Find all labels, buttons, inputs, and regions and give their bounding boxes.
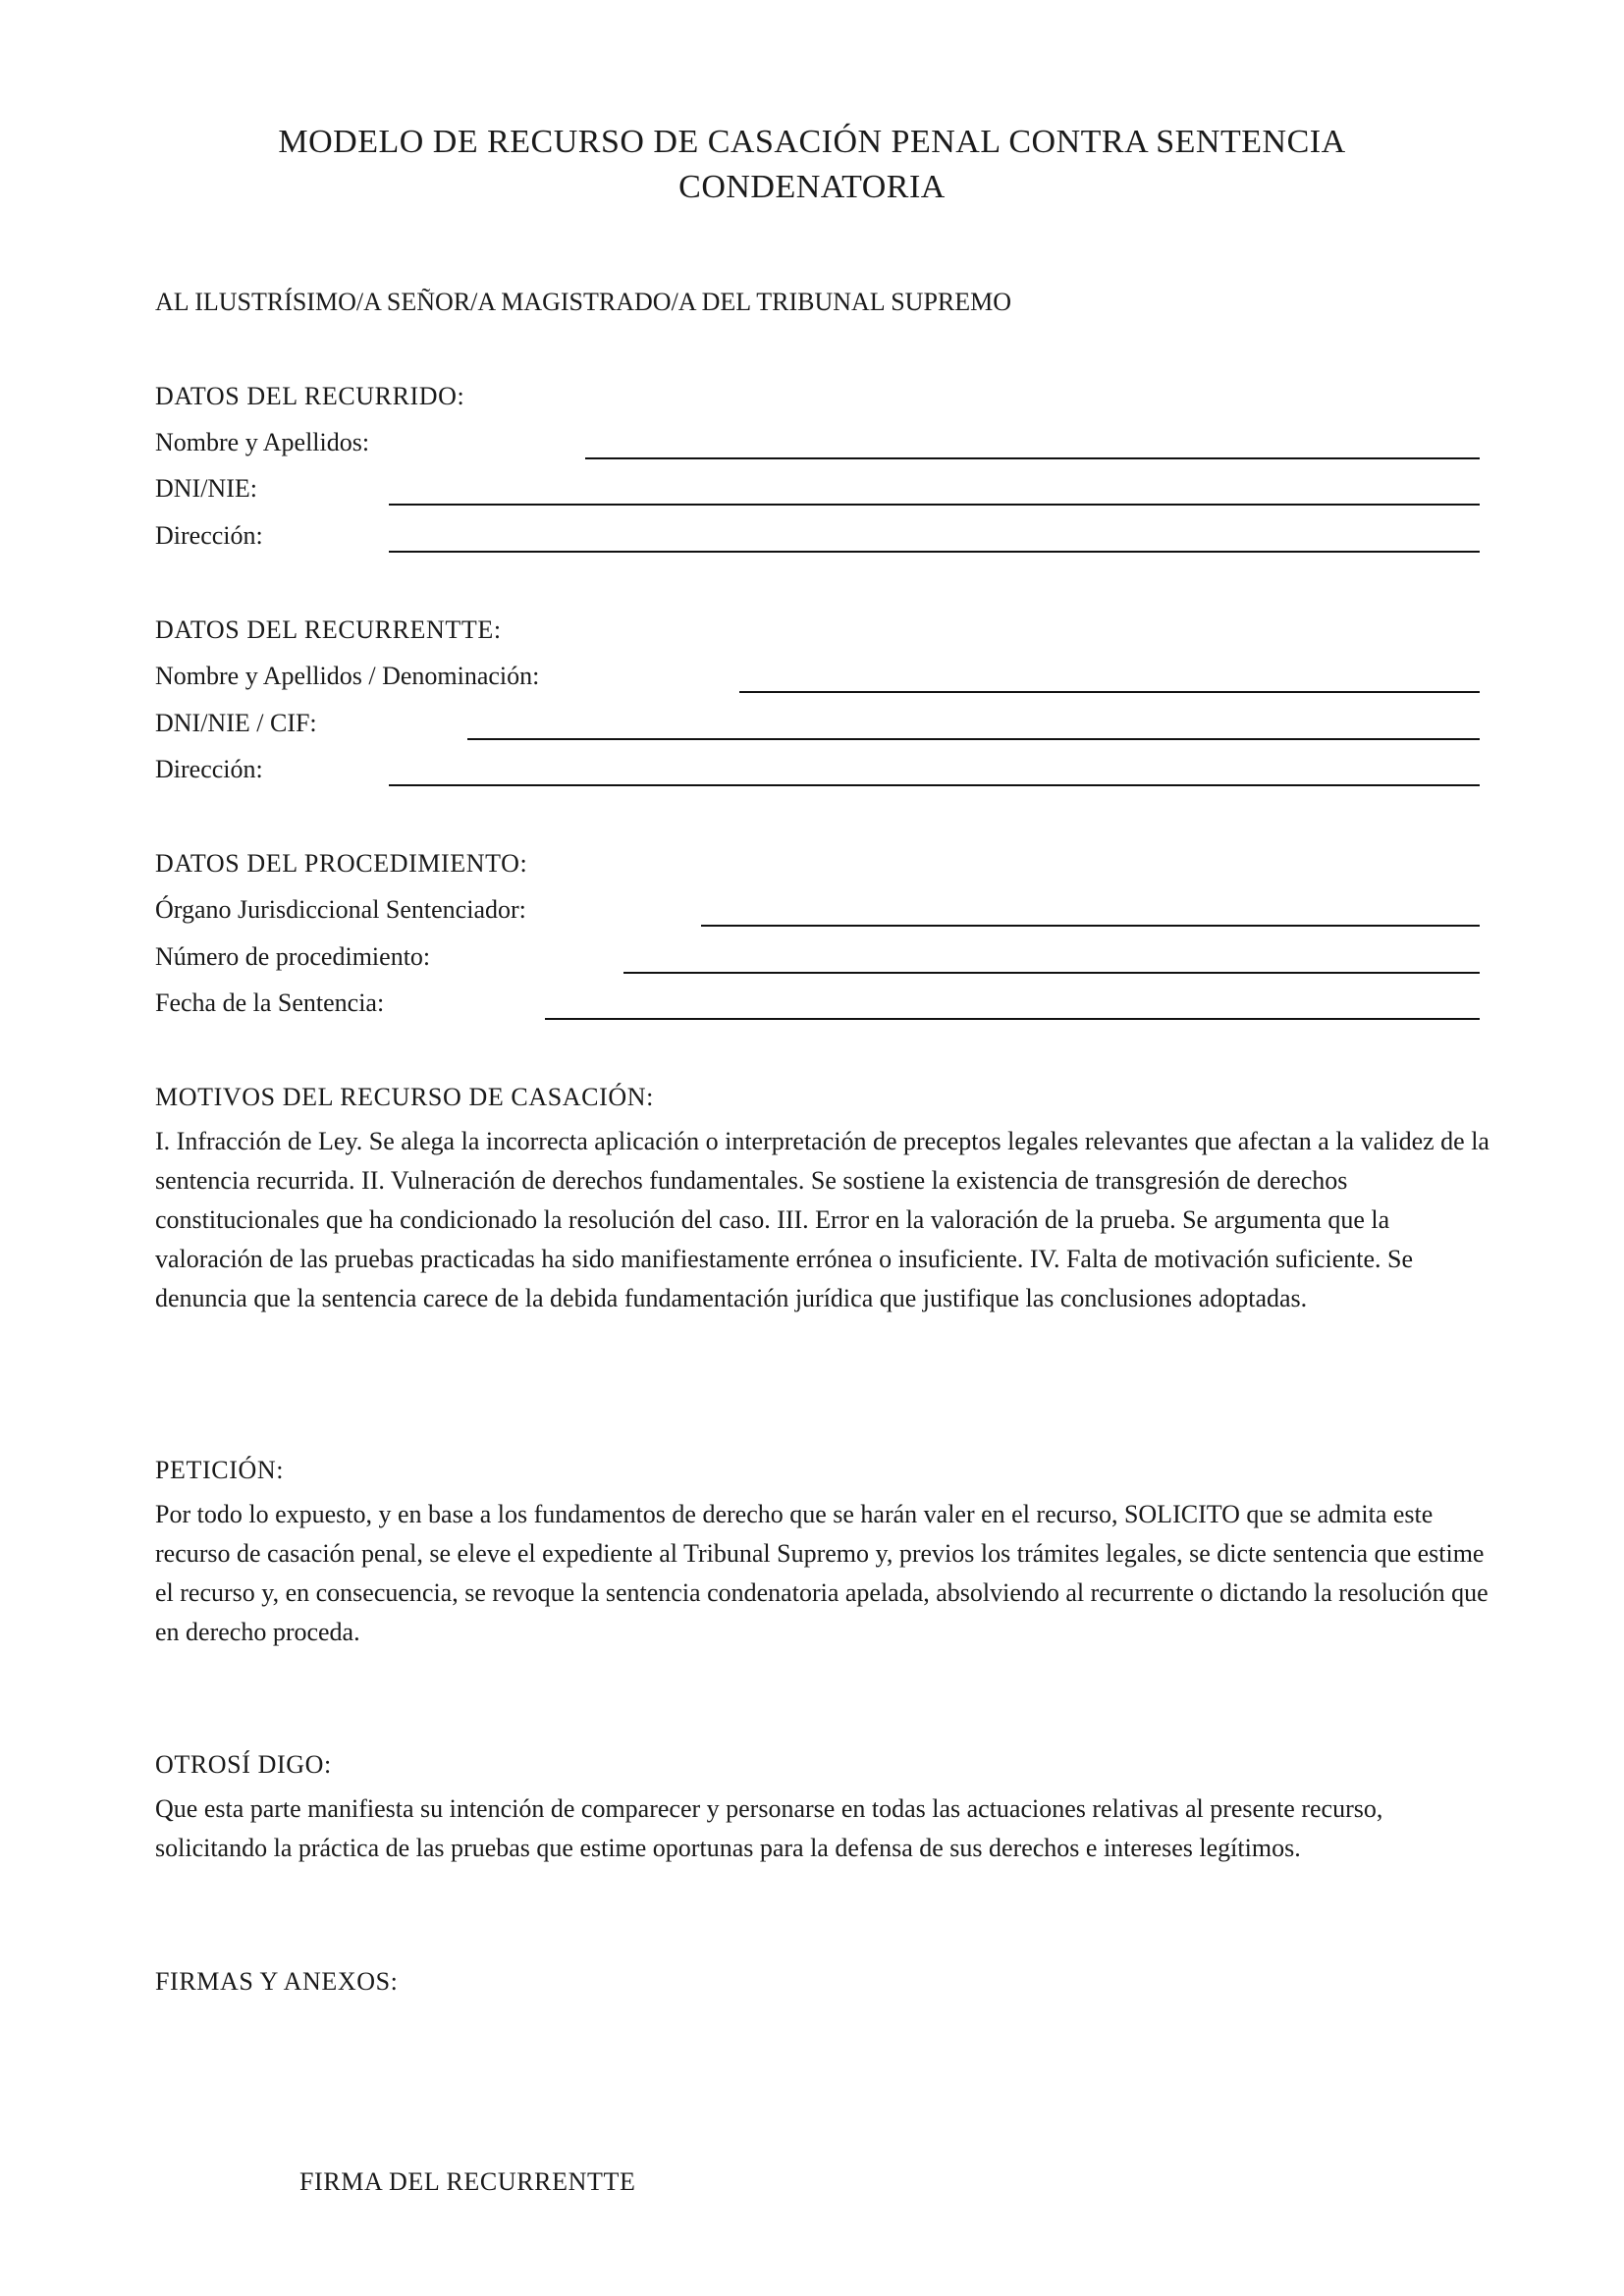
recurrido-name-field[interactable] <box>585 457 1480 459</box>
peticion-body: Por todo lo expuesto, y en base a los fundamentos de derecho que se harán valer en el recurso, SOLICITO que se admita este recurso de casación penal, se eleve el expediente al Tribunal Supremo y, previos los trámites legales, se dicte sentencia que estime el recurso y, en consecuencia, se revoque la sentencia condenatoria apelada, absolviendo al recurrente o dictando la resolución que en derecho proceda. <box>155 1500 1489 1646</box>
recurrido-address-field[interactable] <box>389 551 1480 553</box>
title-line-2: CONDENATORIA <box>678 169 946 205</box>
recurrido-id-label: DNI/NIE: <box>155 474 257 503</box>
document-title <box>196 120 1428 210</box>
recurrente-address-field[interactable] <box>389 784 1480 786</box>
recurrido-id-field[interactable] <box>389 504 1480 506</box>
procedimiento-court-field[interactable] <box>701 925 1480 927</box>
addressee: AL ILUSTRÍSIMO/A SEÑOR/A MAGISTRADO/A DEL TRIBUNAL SUPREMO <box>155 288 1012 316</box>
firmas-heading: FIRMAS Y ANEXOS: <box>155 1967 399 1996</box>
procedimiento-number-label: Número de procedimiento: <box>155 942 431 971</box>
motivos-body: I. Infracción de Ley. Se alega la incorrecta aplicación o interpretación de preceptos legales relevantes que afectan a la validez de la sentencia recurrida. II. Vulneración de derechos fundamentales. Se sostiene la existencia de transgresión de derechos constitucionales que ha condicionado la resolución del caso. III. Error en la valoración de la prueba. Se argumenta que la valoración de las pruebas practicadas ha sido manifiestamente errónea o insuficiente. IV. Falta de motivación suficiente. Se denuncia que la sentencia carece de la debida fundamentación jurídica que justifique las conclusiones adoptadas. <box>155 1127 1489 1312</box>
recurrente-name-label: Nombre y Apellidos / Denominación: <box>155 662 540 690</box>
recurrente-name-field[interactable] <box>739 691 1480 693</box>
recurrido-name-label: Nombre y Apellidos: <box>155 428 370 456</box>
procedimiento-date-label: Fecha de la Sentencia: <box>155 988 385 1017</box>
signature-label: FIRMA DEL RECURRENTTE <box>299 2167 636 2196</box>
recurrente-address-label: Dirección: <box>155 755 263 783</box>
recurrente-id-field[interactable] <box>467 738 1480 740</box>
otrosi-heading: OTROSÍ DIGO: <box>155 1750 332 1779</box>
otrosi-body: Que esta parte manifiesta su intención de comparecer y personarse en todas las actuaciones relativas al presente recurso, solicitando la práctica de las pruebas que estime oportunas para la defensa de sus derechos e intereses legítimos. <box>155 1794 1383 1862</box>
title-line-1: MODELO DE RECURSO DE CASACIÓN PENAL CONTRA SENTENCIA <box>278 124 1346 160</box>
motivos-heading: MOTIVOS DEL RECURSO DE CASACIÓN: <box>155 1083 654 1111</box>
procedimiento-date-field[interactable] <box>545 1018 1480 1020</box>
recurrido-address-label: Dirección: <box>155 521 263 550</box>
recurrente-id-label: DNI/NIE / CIF: <box>155 709 317 737</box>
procedimiento-heading: DATOS DEL PROCEDIMIENTO: <box>155 849 528 878</box>
procedimiento-court-label: Órgano Jurisdiccional Sentenciador: <box>155 895 526 924</box>
peticion-heading: PETICIÓN: <box>155 1456 285 1484</box>
recurrente-heading: DATOS DEL RECURRENTTE: <box>155 615 502 644</box>
recurrido-heading: DATOS DEL RECURRIDO: <box>155 382 465 410</box>
procedimiento-number-field[interactable] <box>623 972 1480 974</box>
